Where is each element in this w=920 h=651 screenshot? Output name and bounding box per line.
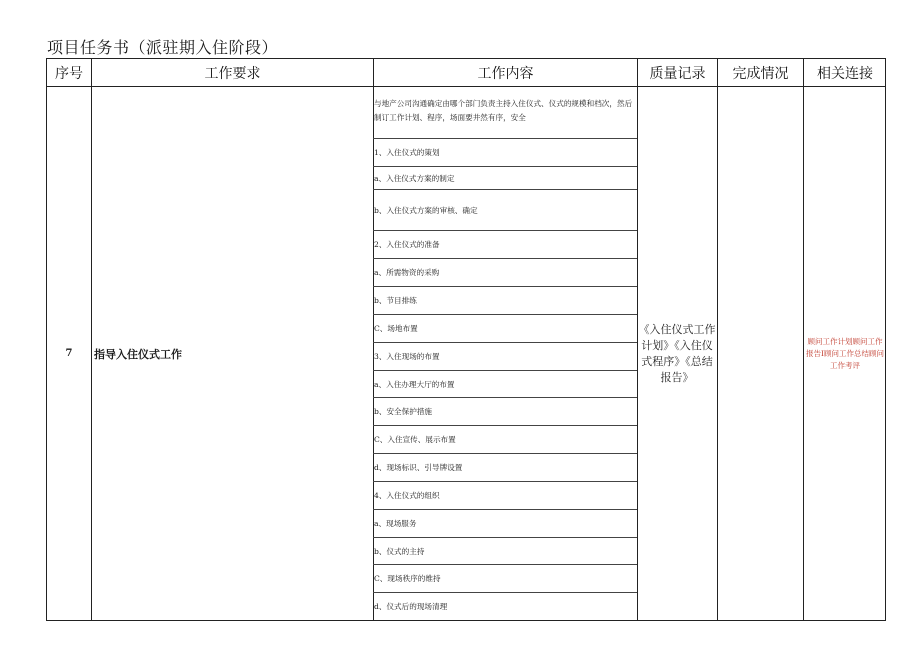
content-item: 2、入住仪式的准备 [373, 231, 637, 259]
content-item: 与地产公司沟通确定由哪个部门负责主持入住仪式、仪式的规模和档次，然后制订工作计划、程序，场面要井然有序，安全 [373, 87, 637, 139]
table-header-row [47, 59, 885, 87]
content-list [373, 87, 637, 620]
completion-status [717, 87, 803, 620]
content-item: a、入住仪式方案的制定 [373, 167, 637, 190]
quality-records: 《入住仪式工作计划》《入住仪式程序》《总结报告》 [638, 322, 716, 384]
content-item: d、仪式后的现场清理 [374, 602, 448, 611]
header-seq: 序号 [55, 65, 83, 82]
content-item: 4、入住仪式的组织 [373, 482, 637, 510]
content-item: C、场地布置 [373, 315, 637, 343]
row-seq: 7 [65, 348, 73, 359]
content-item: C、现场秩序的维持 [373, 565, 637, 593]
content-item: b、仪式的主持 [373, 538, 637, 565]
header-requirement: 工作要求 [204, 65, 261, 82]
content-item: a、现场服务 [373, 510, 637, 538]
document-title: 项目任务书（派驻期入住阶段） [47, 38, 279, 57]
related-links[interactable]: 顾问工作计划顾问工作报告Ⅰ顾问工作总结顾问工作考评 [806, 336, 884, 370]
header-content: 工作内容 [477, 65, 534, 82]
content-item: b、节目排练 [373, 287, 637, 315]
header-links: 相关连接 [817, 65, 873, 82]
content-item: 1、入住仪式的策划 [373, 139, 637, 167]
content-item: a、入住办理大厅的布置 [373, 371, 637, 398]
content-item: C、入住宣传、展示布置 [373, 426, 637, 454]
content-item: d、现场标识、引导牌设置 [373, 454, 637, 482]
header-quality: 质量记录 [649, 65, 706, 82]
content-item: 3、入住现场的布置 [373, 343, 637, 371]
task-table [46, 58, 886, 621]
content-item: b、入住仪式方案的审核、确定 [373, 190, 637, 231]
content-item: a、所需物资的采购 [373, 259, 637, 287]
content-item: b、安全保护措施 [373, 398, 637, 426]
row-requirement: 指导入住仪式工作 [94, 347, 182, 361]
header-status: 完成情况 [732, 65, 789, 82]
